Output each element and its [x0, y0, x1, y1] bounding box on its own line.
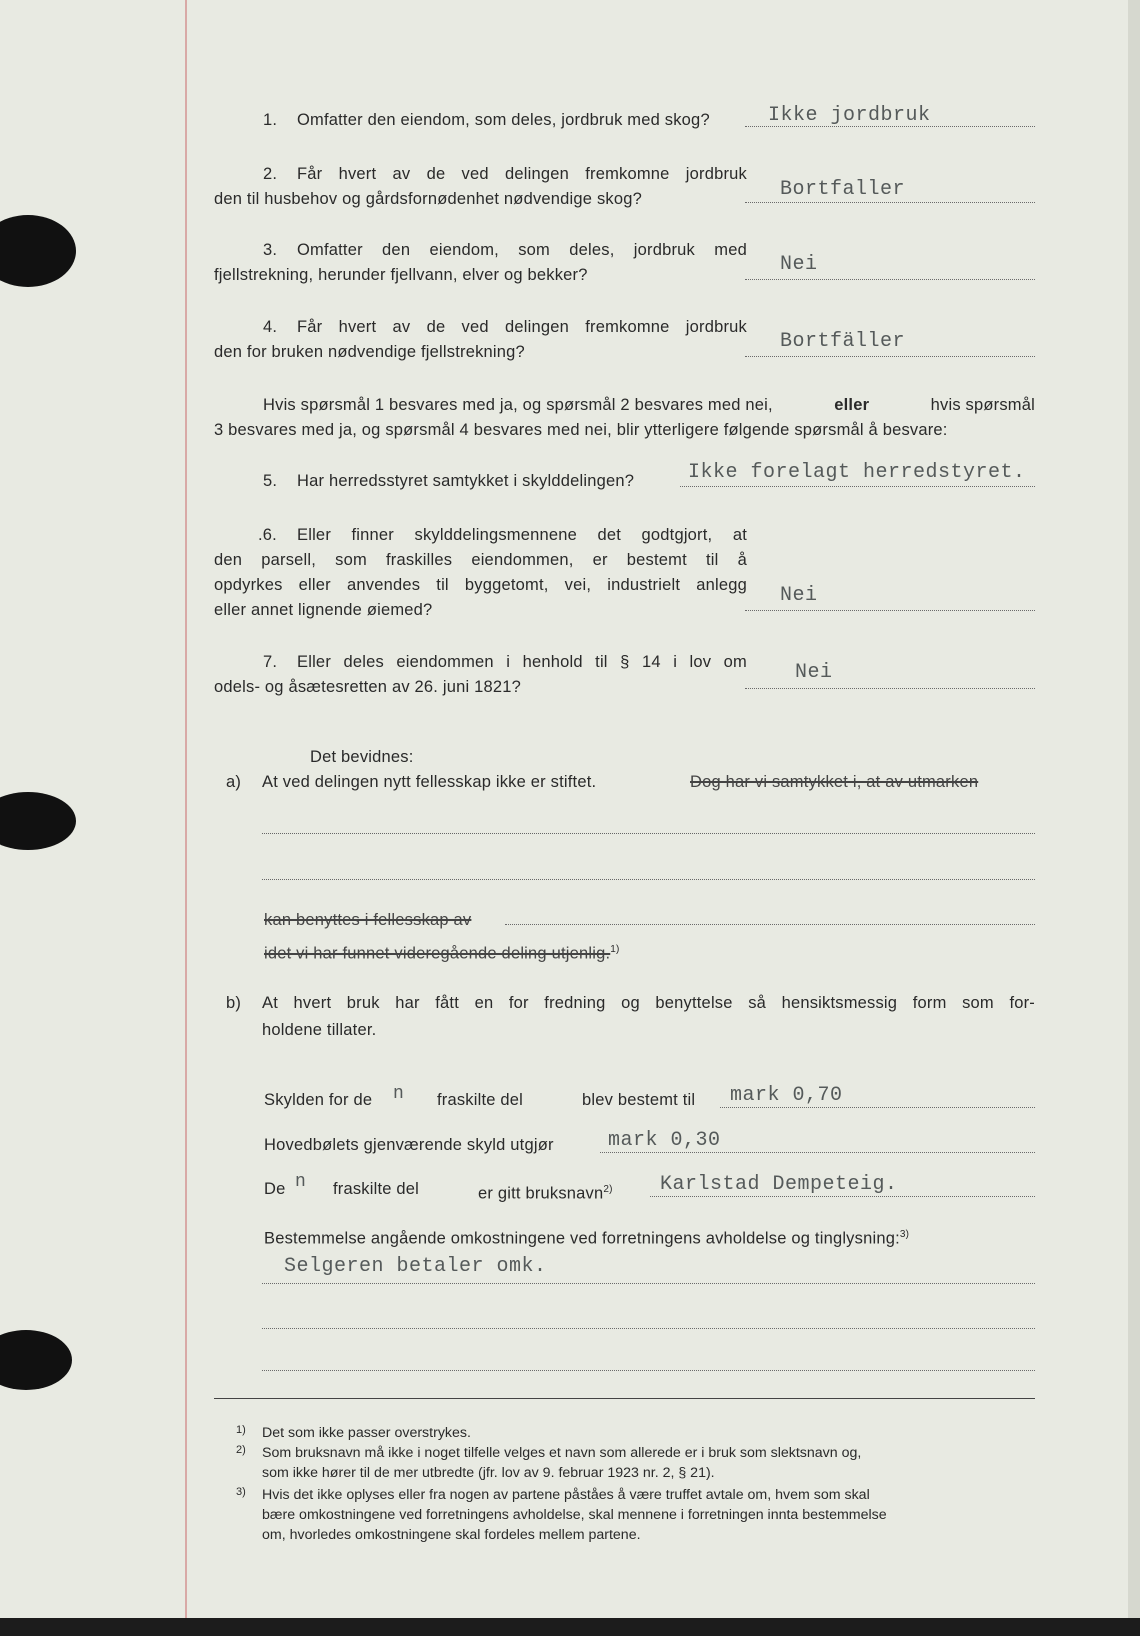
question-2-answer-line — [745, 202, 1035, 203]
question-1-number: 1. — [263, 111, 278, 129]
question-5-text: Har herredsstyret samtykket i skylddelingen? — [297, 472, 635, 490]
page-edge — [1128, 0, 1140, 1636]
bevidnes-struck-line-2-blank — [505, 924, 1035, 925]
skyld-line-4-blank-2 — [262, 1328, 1035, 1329]
skyld-line-3-n: n — [295, 1172, 307, 1192]
footnote-2-line-1: Som bruksnavn må ikke i noget tilfelle velges et navn som allerede er i bruk som slektsnavn og, — [262, 1445, 862, 1461]
skyld-line-3-value: Karlstad Dempeteig. — [660, 1173, 898, 1196]
question-6-line-3: opdyrkes eller anvendes til byggetomt, vei, industrielt anlegg — [214, 576, 747, 594]
question-6-line-4: eller annet lignende øiemed? — [214, 601, 433, 619]
bevidnes-a-struck-text: Dog har vi samtykket i, at av utmarken — [690, 773, 979, 791]
bevidnes-a-blank-line-1 — [262, 833, 1035, 834]
question-1-answer-line — [745, 126, 1035, 127]
skyld-line-4-label — [264, 1222, 909, 1252]
question-3-answer: Nei — [780, 253, 818, 276]
skyld-line-1-label-a: Skylden for de — [264, 1091, 373, 1109]
footnote-3-line-3: om, hvorledes omkostningene skal fordeles mellem partene. — [262, 1527, 641, 1543]
footnote-3-line-2: bære omkostningene ved forretningens avholdelse, skal mennene i forretningen innta bestemmelse — [262, 1507, 887, 1523]
footnote-2-line-2: som ikke hører til de mer utbredte (jfr. lov av 9. februar 1923 nr. 2, § 21). — [262, 1465, 715, 1481]
footnote-2-mark: 2) — [236, 1444, 246, 1456]
question-2-number: 2. — [263, 165, 278, 183]
question-2-answer: Bortfaller — [780, 178, 906, 201]
skyld-line-3-label-c-text: er gitt bruksnavn — [478, 1184, 604, 1203]
skyld-line-3-blank — [650, 1196, 1035, 1197]
bevidnes-struck-line-2: kan benyttes i fellesskap av — [264, 911, 472, 929]
skyld-line-4-blank-1 — [262, 1283, 1035, 1284]
footnote-ref-1: 1) — [610, 944, 620, 955]
question-5-number: 5. — [263, 472, 278, 490]
question-3-number: 3. — [263, 241, 278, 259]
question-3-line-1: Omfatter den eiendom, som deles, jordbruk med — [297, 241, 747, 259]
question-7-number: 7. — [263, 653, 278, 671]
bevidnes-struck-line-3-text: idet vi har funnet videregående deling utjenlig. — [264, 944, 611, 963]
skyld-line-1-value: mark 0,70 — [730, 1084, 843, 1107]
bevidnes-a-text: At ved delingen nytt fellesskap ikke er stiftet. — [262, 773, 597, 791]
question-5-answer: Ikke forelagt herredstyret. — [688, 461, 1026, 484]
question-4-number: 4. — [263, 318, 278, 336]
question-6-answer: Nei — [780, 584, 818, 607]
conditional-bold-eller: eller — [834, 396, 870, 414]
conditional-line-2: 3 besvares med ja, og spørsmål 4 besvares med nei, blir ytterligere følgende spørsmål å besvare: — [214, 421, 948, 439]
bevidnes-b-line-1: At hvert bruk har fått en for fredning og benyttelse så hensiktsmessig form som for- — [262, 994, 1035, 1012]
conditional-line-1 — [263, 393, 1035, 418]
skyld-line-1-n: n — [393, 1084, 405, 1104]
question-2-line-2: den til husbehov og gårdsfornødenhet nødvendige skog? — [214, 190, 642, 208]
skyld-line-4-value: Selgeren betaler omk. — [284, 1255, 547, 1278]
question-2-line-1: Får hvert av de ved delingen fremkomne jordbruk — [297, 165, 747, 183]
question-4-line-2: den for bruken nødvendige fjellstrekning? — [214, 343, 525, 361]
skyld-line-1-label-c: blev bestemt til — [582, 1091, 696, 1109]
skyld-line-3-label-b: fraskilte del — [333, 1180, 420, 1198]
footnote-1-mark: 1) — [236, 1424, 246, 1436]
question-4-line-1: Får hvert av de ved delingen fremkomne jordbruk — [297, 318, 747, 336]
scan-bottom-edge — [0, 1618, 1140, 1636]
question-7-answer: Nei — [795, 661, 833, 684]
question-5-answer-line — [680, 486, 1035, 487]
skyld-line-2-label: Hovedbølets gjenværende skyld utgjør — [264, 1136, 554, 1154]
question-7-line-1: Eller deles eiendommen i henhold til § 14 i lov om — [297, 653, 747, 671]
bevidnes-heading: Det bevidnes: — [310, 748, 414, 766]
bevidnes-a-blank-line-2 — [262, 879, 1035, 880]
conditional-line-1-a: Hvis spørsmål 1 besvares med ja, og spørsmål 2 besvares med nei, — [263, 396, 773, 414]
question-1-text: Omfatter den eiendom, som deles, jordbruk med skog? — [297, 111, 710, 129]
skyld-line-1-blank — [720, 1107, 1035, 1108]
skyld-line-2-value: mark 0,30 — [608, 1129, 721, 1152]
question-7-line-2: odels- og åsætesretten av 26. juni 1821? — [214, 678, 522, 696]
question-6-line-1: Eller finner skylddelingsmennene det godtgjort, at — [297, 526, 747, 544]
bevidnes-a-label: a) — [226, 773, 242, 791]
footnote-separator — [214, 1398, 1035, 1399]
footnote-3-mark: 3) — [236, 1486, 246, 1498]
question-3-answer-line — [745, 279, 1035, 280]
question-6-answer-line — [745, 610, 1035, 611]
question-6-number: .6. — [258, 526, 277, 544]
skyld-line-4-blank-3 — [262, 1370, 1035, 1371]
margin-rule — [185, 0, 187, 1636]
skyld-line-4-label-text: Bestemmelse angående omkostningene ved forretningens avholdelse og tinglysning: — [264, 1229, 900, 1248]
skyld-line-1-label-b: fraskilte del — [437, 1091, 524, 1109]
footnote-1-line-1: Det som ikke passer overstrykes. — [262, 1425, 471, 1441]
bevidnes-b-line-2: holdene tillater. — [262, 1021, 377, 1039]
question-3-line-2: fjellstrekning, herunder fjellvann, elver og bekker? — [214, 266, 588, 284]
bevidnes-b-label: b) — [226, 994, 242, 1012]
skyld-line-3-label-c — [478, 1177, 613, 1207]
question-6-line-2: den parsell, som fraskilles eiendommen, er bestemt til å — [214, 551, 747, 569]
bevidnes-struck-line-3 — [264, 937, 620, 967]
question-1-answer: Ikke jordbruk — [768, 104, 931, 127]
question-4-answer-line — [745, 356, 1035, 357]
question-7-answer-line — [745, 688, 1035, 689]
footnote-ref-3: 3) — [899, 1229, 910, 1240]
footnote-3-line-1: Hvis det ikke oplyses eller fra nogen av partene påståes å være truffet avtale om, hvem som skal — [262, 1487, 870, 1503]
footnote-ref-2: 2) — [603, 1184, 613, 1195]
skyld-line-3-label-a: De — [264, 1180, 286, 1198]
skyld-line-2-blank — [600, 1152, 1035, 1153]
conditional-line-1-b: hvis spørsmål — [930, 396, 1035, 414]
question-4-answer: Bortfäller — [780, 330, 906, 353]
